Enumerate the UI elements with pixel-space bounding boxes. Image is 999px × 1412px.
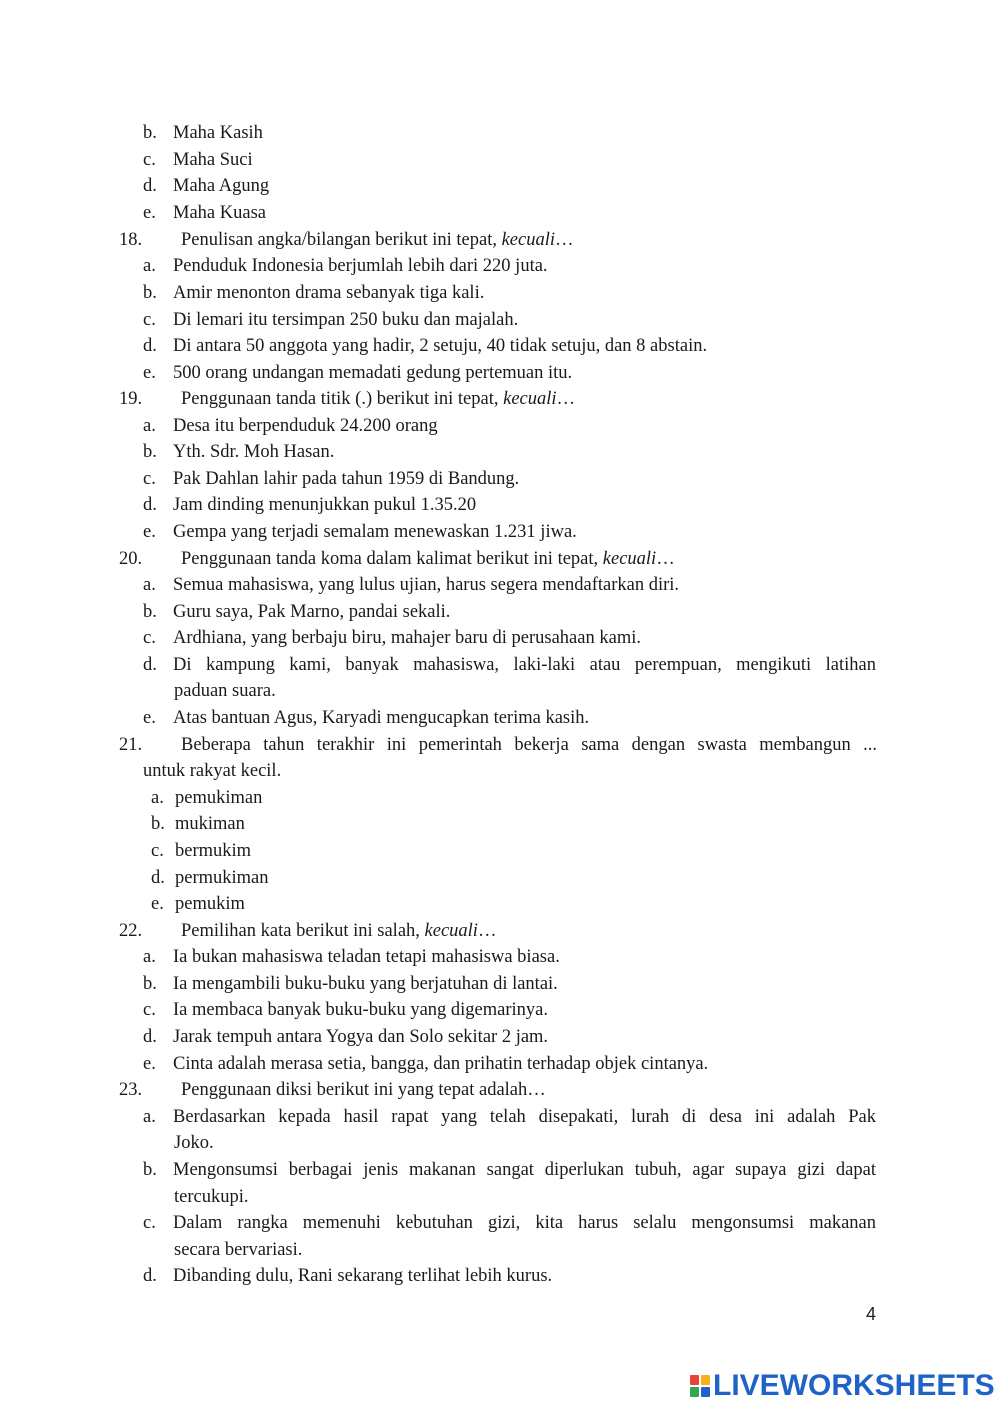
q22-option-d: d. Jarak tempuh antara Yogya dan Solo sekitar 2 jam.: [143, 1027, 549, 1047]
q19-option-d: d. Jam dinding menunjukkan pukul 1.35.20: [143, 495, 477, 515]
q23-option-a: a. Berdasarkan kepada hasil rapat yang telah disepakati, lurah di desa ini adalah Pak: [143, 1107, 876, 1127]
q22-option-c: c. Ia membaca banyak buku-buku yang digemarinya.: [143, 1000, 549, 1020]
q18-option-d: d. Di antara 50 anggota yang hadir, 2 setuju, 40 tidak setuju, dan 8 abstain.: [143, 336, 708, 356]
q22-option-b: b. Ia mengambili buku-buku yang berjatuhan di lantai.: [143, 974, 558, 994]
q23-option-a-continuation: Joko.: [174, 1133, 214, 1153]
q22-option-a: a. Ia bukan mahasiswa teladan tetapi mahasiswa biasa.: [143, 947, 560, 967]
liveworksheets-wordmark: LIVEWORKSHEETS: [713, 1369, 995, 1402]
q19-option-e: e. Gempa yang terjadi semalam menewaskan 1.231 jiwa.: [143, 522, 577, 542]
q23-option-b-continuation: tercukupi.: [174, 1187, 249, 1207]
question-22: 22. Pemilihan kata berikut ini salah, kecuali…: [119, 921, 497, 941]
liveworksheets-logo[interactable]: [690, 1370, 995, 1402]
q23-option-b: b. Mengonsumsi berbagai jenis makanan sangat diperlukan tubuh, agar supaya gizi dapat: [143, 1160, 876, 1180]
q23-option-c: c. Dalam rangka memenuhi kebutuhan gizi, kita harus selalu mengonsumsi makanan: [143, 1213, 876, 1233]
q17-option-e: e. Maha Kuasa: [143, 203, 266, 223]
q21-option-d: d. permukiman: [151, 868, 269, 888]
q21-option-e: e. pemukim: [151, 894, 245, 914]
question-21-continuation: untuk rakyat kecil.: [143, 761, 282, 781]
q19-option-a: a. Desa itu berpenduduk 24.200 orang: [143, 416, 438, 436]
q17-option-d: d. Maha Agung: [143, 176, 270, 196]
q20-option-c: c. Ardhiana, yang berbaju biru, mahajer baru di perusahaan kami.: [143, 628, 641, 648]
q23-option-c-continuation: secara bervariasi.: [174, 1240, 303, 1260]
q23-option-d: d. Dibanding dulu, Rani sekarang terlihat lebih kurus.: [143, 1266, 553, 1286]
q20-option-d-continuation: paduan suara.: [174, 681, 276, 701]
q21-option-b: b. mukiman: [151, 814, 245, 834]
page-number: 4: [866, 1304, 877, 1324]
question-19: 19. Penggunaan tanda titik (.) berikut ini tepat, kecuali…: [119, 389, 576, 409]
q18-option-e: e. 500 orang undangan memadati gedung pertemuan itu.: [143, 363, 573, 383]
question-20: 20. Penggunaan tanda koma dalam kalimat berikut ini tepat, kecuali…: [119, 549, 675, 569]
q18-option-c: c. Di lemari itu tersimpan 250 buku dan majalah.: [143, 310, 519, 330]
question-23: 23. Penggunaan diksi berikut ini yang tepat adalah…: [119, 1080, 546, 1100]
q20-option-d: d. Di kampung kami, banyak mahasiswa, laki-laki atau perempuan, mengikuti latihan: [143, 655, 876, 675]
q18-option-a: a. Penduduk Indonesia berjumlah lebih dari 220 juta.: [143, 256, 548, 276]
question-21: 21. Beberapa tahun terakhir ini pemerintah bekerja sama dengan swasta membangun ...: [119, 735, 877, 755]
q21-option-c: c. bermukim: [151, 841, 252, 861]
q20-option-b: b. Guru saya, Pak Marno, pandai sekali.: [143, 602, 451, 622]
q19-option-b: b. Yth. Sdr. Moh Hasan.: [143, 442, 335, 462]
question-18: 18. Penulisan angka/bilangan berikut ini tepat, kecuali…: [119, 230, 574, 250]
q19-option-c: c. Pak Dahlan lahir pada tahun 1959 di Bandung.: [143, 469, 520, 489]
q20-option-a: a. Semua mahasiswa, yang lulus ujian, harus segera mendaftarkan diri.: [143, 575, 680, 595]
q18-option-b: b. Amir menonton drama sebanyak tiga kali.: [143, 283, 485, 303]
q17-option-b: b. Maha Kasih: [143, 123, 263, 143]
q20-option-e: e. Atas bantuan Agus, Karyadi mengucapkan terima kasih.: [143, 708, 590, 728]
q22-option-e: e. Cinta adalah merasa setia, bangga, dan prihatin terhadap objek cintanya.: [143, 1054, 709, 1074]
q21-option-a: a. pemukiman: [151, 788, 263, 808]
liveworksheets-mark-icon: [690, 1375, 710, 1397]
q17-option-c: c. Maha Suci: [143, 150, 253, 170]
